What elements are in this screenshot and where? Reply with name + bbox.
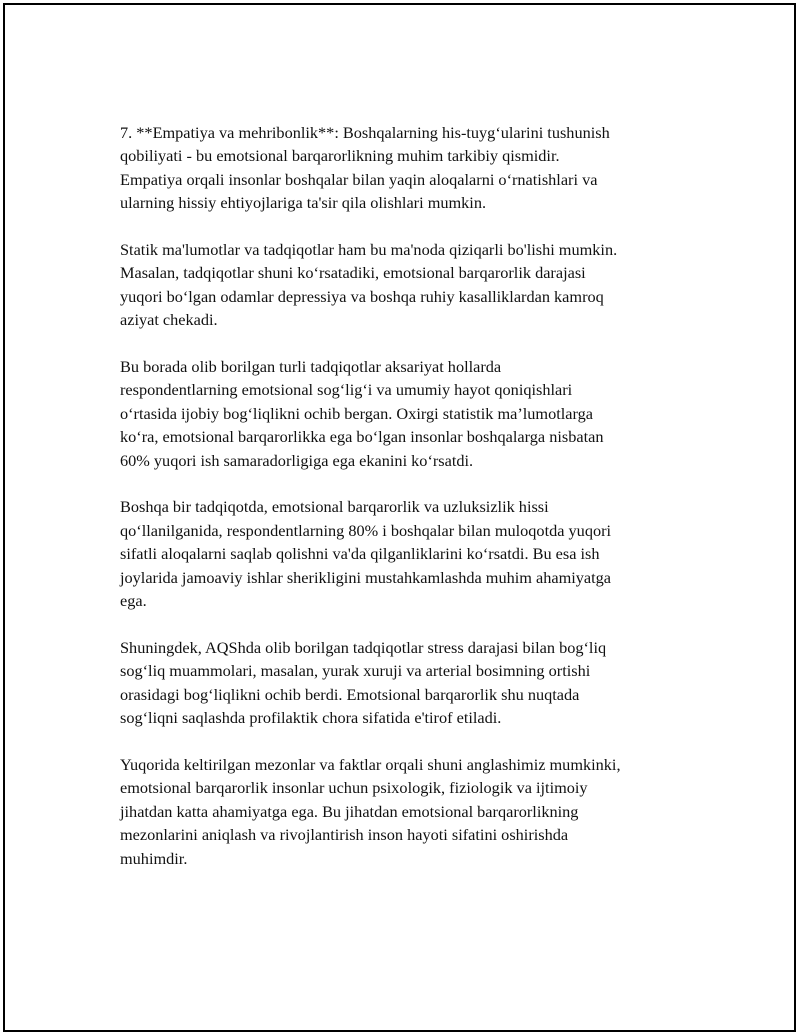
paragraph-conclusion: Yuqorida keltirilgan mezonlar va faktlar orqali shuni anglashimiz mumkinki, emotsional barqarorlik insonlar uchun psixologik, fiziologik va ijtimoiy jihatdan katta ahamiyatga ega. Bu jihatdan emotsional barqarorlikning mezonlarini aniqlash va rivojlantirish inson hayoti sifatini oshirishda muhimdir.	[120, 754, 621, 868]
paragraph-another-study: Boshqa bir tadqiqotda, emotsional barqarorlik va uzluksizlik hissi qo‘llanilganida, respondentlarning 80% i boshqalar bilan muloqotda yuqori sifatli aloqalarni saqlab qolishni va'da qilganliklarini ko‘rsatdi. Bu esa ish joylarida jamoaviy ishlar sherikligini mustahkamlashda muhim ahamiyatga ega.	[120, 497, 612, 611]
document-body	[120, 121, 720, 893]
paragraph-research-results: Bu borada olib borilgan turli tadqiqotlar aksariyat hollarda respondentlarning emotsional sog‘lig‘i va umumiy hayot qoniqishlari o‘rtasida ijobiy bog‘liqlikni ochib bergan. Oxirgi statistik ma’lumotlarga ko‘ra, emotsional barqarorlikka ega bo‘lgan insonlar boshqalarga nisbatan 60% yuqori ish samaradorligiga ega ekanini ko‘rsatdi.	[120, 357, 604, 470]
paragraph-empathy: 7. **Empatiya va mehribonlik**: Boshqalarning his-tuyg‘ularini tushunish qobiliyati - bu emotsional barqarorlikning muhim tarkibiy qismidir. Empatiya orqali insonlar boshqalar bilan yaqin aloqalarni o‘rnatishlari va ularning hissiy ehtiyojlariga ta'sir qila olishlari mumkin.	[120, 123, 610, 213]
document-page	[3, 3, 796, 1032]
paragraph-statistics: Statik ma'lumotlar va tadqiqotlar ham bu ma'noda qiziqarli bo'lishi mumkin. Masalan, tadqiqotlar shuni ko‘rsatadiki, emotsional barqarorlik darajasi yuqori bo‘lgan odamlar depressiya va boshqa ruhiy kasalliklardan kamroq aziyat chekadi.	[120, 240, 618, 330]
paragraph-usa-research: Shuningdek, AQShda olib borilgan tadqiqotlar stress darajasi bilan bog‘liq sog‘liq muammolari, masalan, yurak xuruji va arterial bosimning ortishi orasidagi bog‘liqlikni ochib berdi. Emotsional barqarorlik shu nuqtada sog‘liqni saqlashda profilaktik chora sifatida e'tirof etiladi.	[120, 637, 607, 728]
